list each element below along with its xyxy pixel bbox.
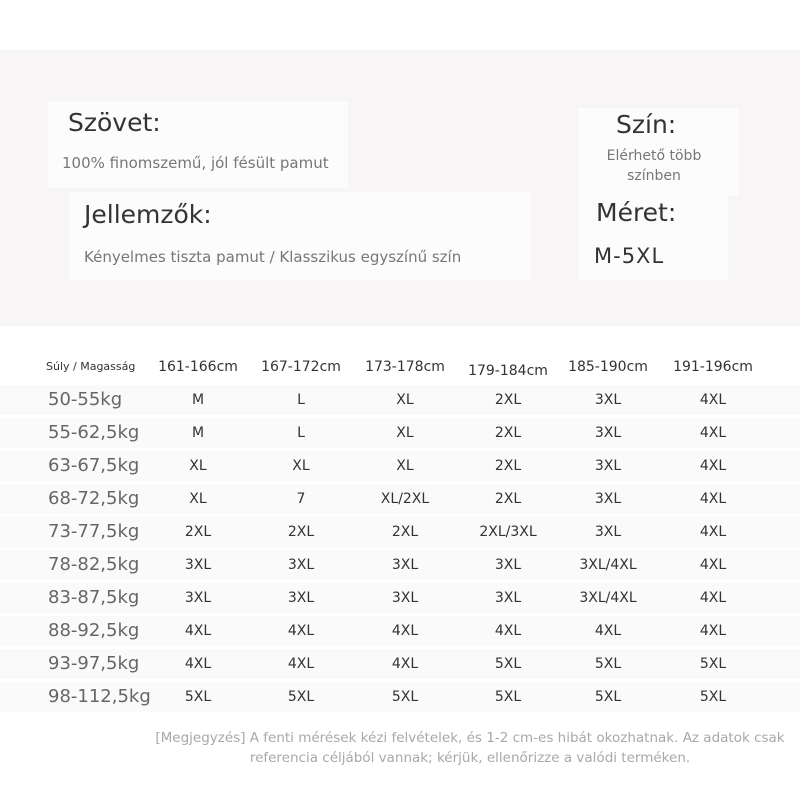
weight-cell: 68-72,5kg: [48, 488, 140, 509]
size-cell: 5XL: [699, 656, 727, 672]
size-cell: 4XL: [699, 623, 727, 639]
height-header: 161-166cm: [158, 359, 238, 375]
size-cell: 5XL: [287, 689, 315, 705]
table-row: [0, 517, 800, 547]
table-row: [0, 682, 800, 712]
size-cell: XL: [396, 458, 414, 474]
size-cell: XL/2XL: [380, 491, 430, 507]
size-cell: 4XL: [699, 491, 727, 507]
size-cell: 3XL: [184, 557, 212, 573]
size-label: Méret:: [596, 198, 677, 227]
size-range: M-5XL: [594, 244, 665, 268]
size-cell: 5XL: [184, 689, 212, 705]
table-row: [0, 418, 800, 448]
table-header-row: [0, 352, 800, 382]
weight-cell: 88-92,5kg: [48, 620, 140, 641]
table-corner-label: Súly / Magasság: [46, 360, 136, 373]
color-label: Szín:: [616, 110, 677, 139]
weight-cell: 83-87,5kg: [48, 587, 140, 608]
size-cell: 2XL: [391, 524, 419, 540]
size-cell: 3XL: [287, 557, 315, 573]
size-cell: 5XL: [699, 689, 727, 705]
size-cell: 4XL: [594, 623, 622, 639]
size-cell: 2XL: [287, 524, 315, 540]
size-cell: 7: [296, 491, 306, 507]
height-header: 179-184cm: [468, 363, 548, 379]
size-cell: 4XL: [494, 623, 522, 639]
features-description: Kényelmes tiszta pamut / Klasszikus egyszínű szín: [84, 248, 462, 266]
size-cell: XL: [292, 458, 310, 474]
table-body: [0, 385, 800, 712]
table-row: [0, 550, 800, 580]
table-row: [0, 649, 800, 679]
color-description-line2: színben: [627, 168, 681, 184]
height-header: 167-172cm: [261, 359, 341, 375]
size-cell: 3XL: [287, 590, 315, 606]
weight-cell: 78-82,5kg: [48, 554, 140, 575]
size-cell: 4XL: [391, 623, 419, 639]
table-row: [0, 385, 800, 415]
weight-cell: 50-55kg: [48, 389, 123, 410]
fabric-description: 100% finomszemű, jól fésült pamut: [62, 154, 329, 172]
size-cell: 4XL: [699, 425, 727, 441]
size-cell: 2XL: [494, 392, 522, 408]
size-cell: XL: [189, 458, 207, 474]
measurement-note: [Megjegyzés] A fenti mérések kézi felvételek, és 1-2 cm-es hibát okozhatnak. Az adatok csak referencia céljából vannak; kérjük, ellenőrizze a valódi terméken.: [155, 730, 785, 766]
size-cell: 2XL: [494, 491, 522, 507]
weight-cell: 63-67,5kg: [48, 455, 140, 476]
size-cell: 3XL: [391, 557, 419, 573]
size-cell: 2XL: [184, 524, 212, 540]
size-cell: 3XL: [594, 524, 622, 540]
size-cell: 3XL/4XL: [579, 557, 637, 573]
size-cell: 3XL: [494, 590, 522, 606]
size-cell: 5XL: [594, 656, 622, 672]
size-cell: 5XL: [494, 689, 522, 705]
size-cell: 4XL: [699, 557, 727, 573]
size-cell: 3XL: [494, 557, 522, 573]
size-cell: XL: [396, 392, 414, 408]
table-row: [0, 583, 800, 613]
size-cell: 3XL: [594, 458, 622, 474]
color-description-line1: Elérhető több: [606, 148, 702, 164]
size-cell: 4XL: [184, 623, 212, 639]
size-cell: XL: [396, 425, 414, 441]
height-header: 185-190cm: [568, 359, 648, 375]
size-cell: XL: [189, 491, 207, 507]
size-cell: 4XL: [287, 656, 315, 672]
size-cell: 3XL: [594, 491, 622, 507]
size-cell: 4XL: [287, 623, 315, 639]
fabric-label: Szövet:: [68, 108, 161, 137]
size-cell: 3XL: [184, 590, 212, 606]
size-cell: 5XL: [494, 656, 522, 672]
size-cell: 5XL: [391, 689, 419, 705]
size-cell: M: [191, 425, 205, 441]
size-cell: L: [297, 425, 305, 441]
features-label: Jellemzők:: [84, 200, 212, 229]
weight-cell: 55-62,5kg: [48, 422, 140, 443]
size-cell: 3XL/4XL: [579, 590, 637, 606]
size-cell: 4XL: [699, 524, 727, 540]
size-cell: 3XL: [391, 590, 419, 606]
size-cell: M: [191, 392, 205, 408]
product-info-panel: [0, 50, 800, 326]
size-cell: 4XL: [699, 392, 727, 408]
weight-cell: 73-77,5kg: [48, 521, 140, 542]
size-cell: 3XL: [594, 425, 622, 441]
size-cell: 2XL/3XL: [479, 524, 537, 540]
height-header: 173-178cm: [365, 359, 445, 375]
table-row: [0, 451, 800, 481]
weight-cell: 93-97,5kg: [48, 653, 140, 674]
size-cell: 4XL: [184, 656, 212, 672]
table-row: [0, 616, 800, 646]
size-cell: 2XL: [494, 458, 522, 474]
table-row: [0, 484, 800, 514]
size-cell: 4XL: [391, 656, 419, 672]
size-cell: 3XL: [594, 392, 622, 408]
size-chart-table: [0, 352, 800, 715]
size-cell: 2XL: [494, 425, 522, 441]
size-cell: 5XL: [594, 689, 622, 705]
size-cell: 4XL: [699, 458, 727, 474]
height-header: 191-196cm: [673, 359, 753, 375]
size-cell: L: [297, 392, 305, 408]
size-cell: 4XL: [699, 590, 727, 606]
weight-cell: 98-112,5kg: [48, 686, 151, 707]
